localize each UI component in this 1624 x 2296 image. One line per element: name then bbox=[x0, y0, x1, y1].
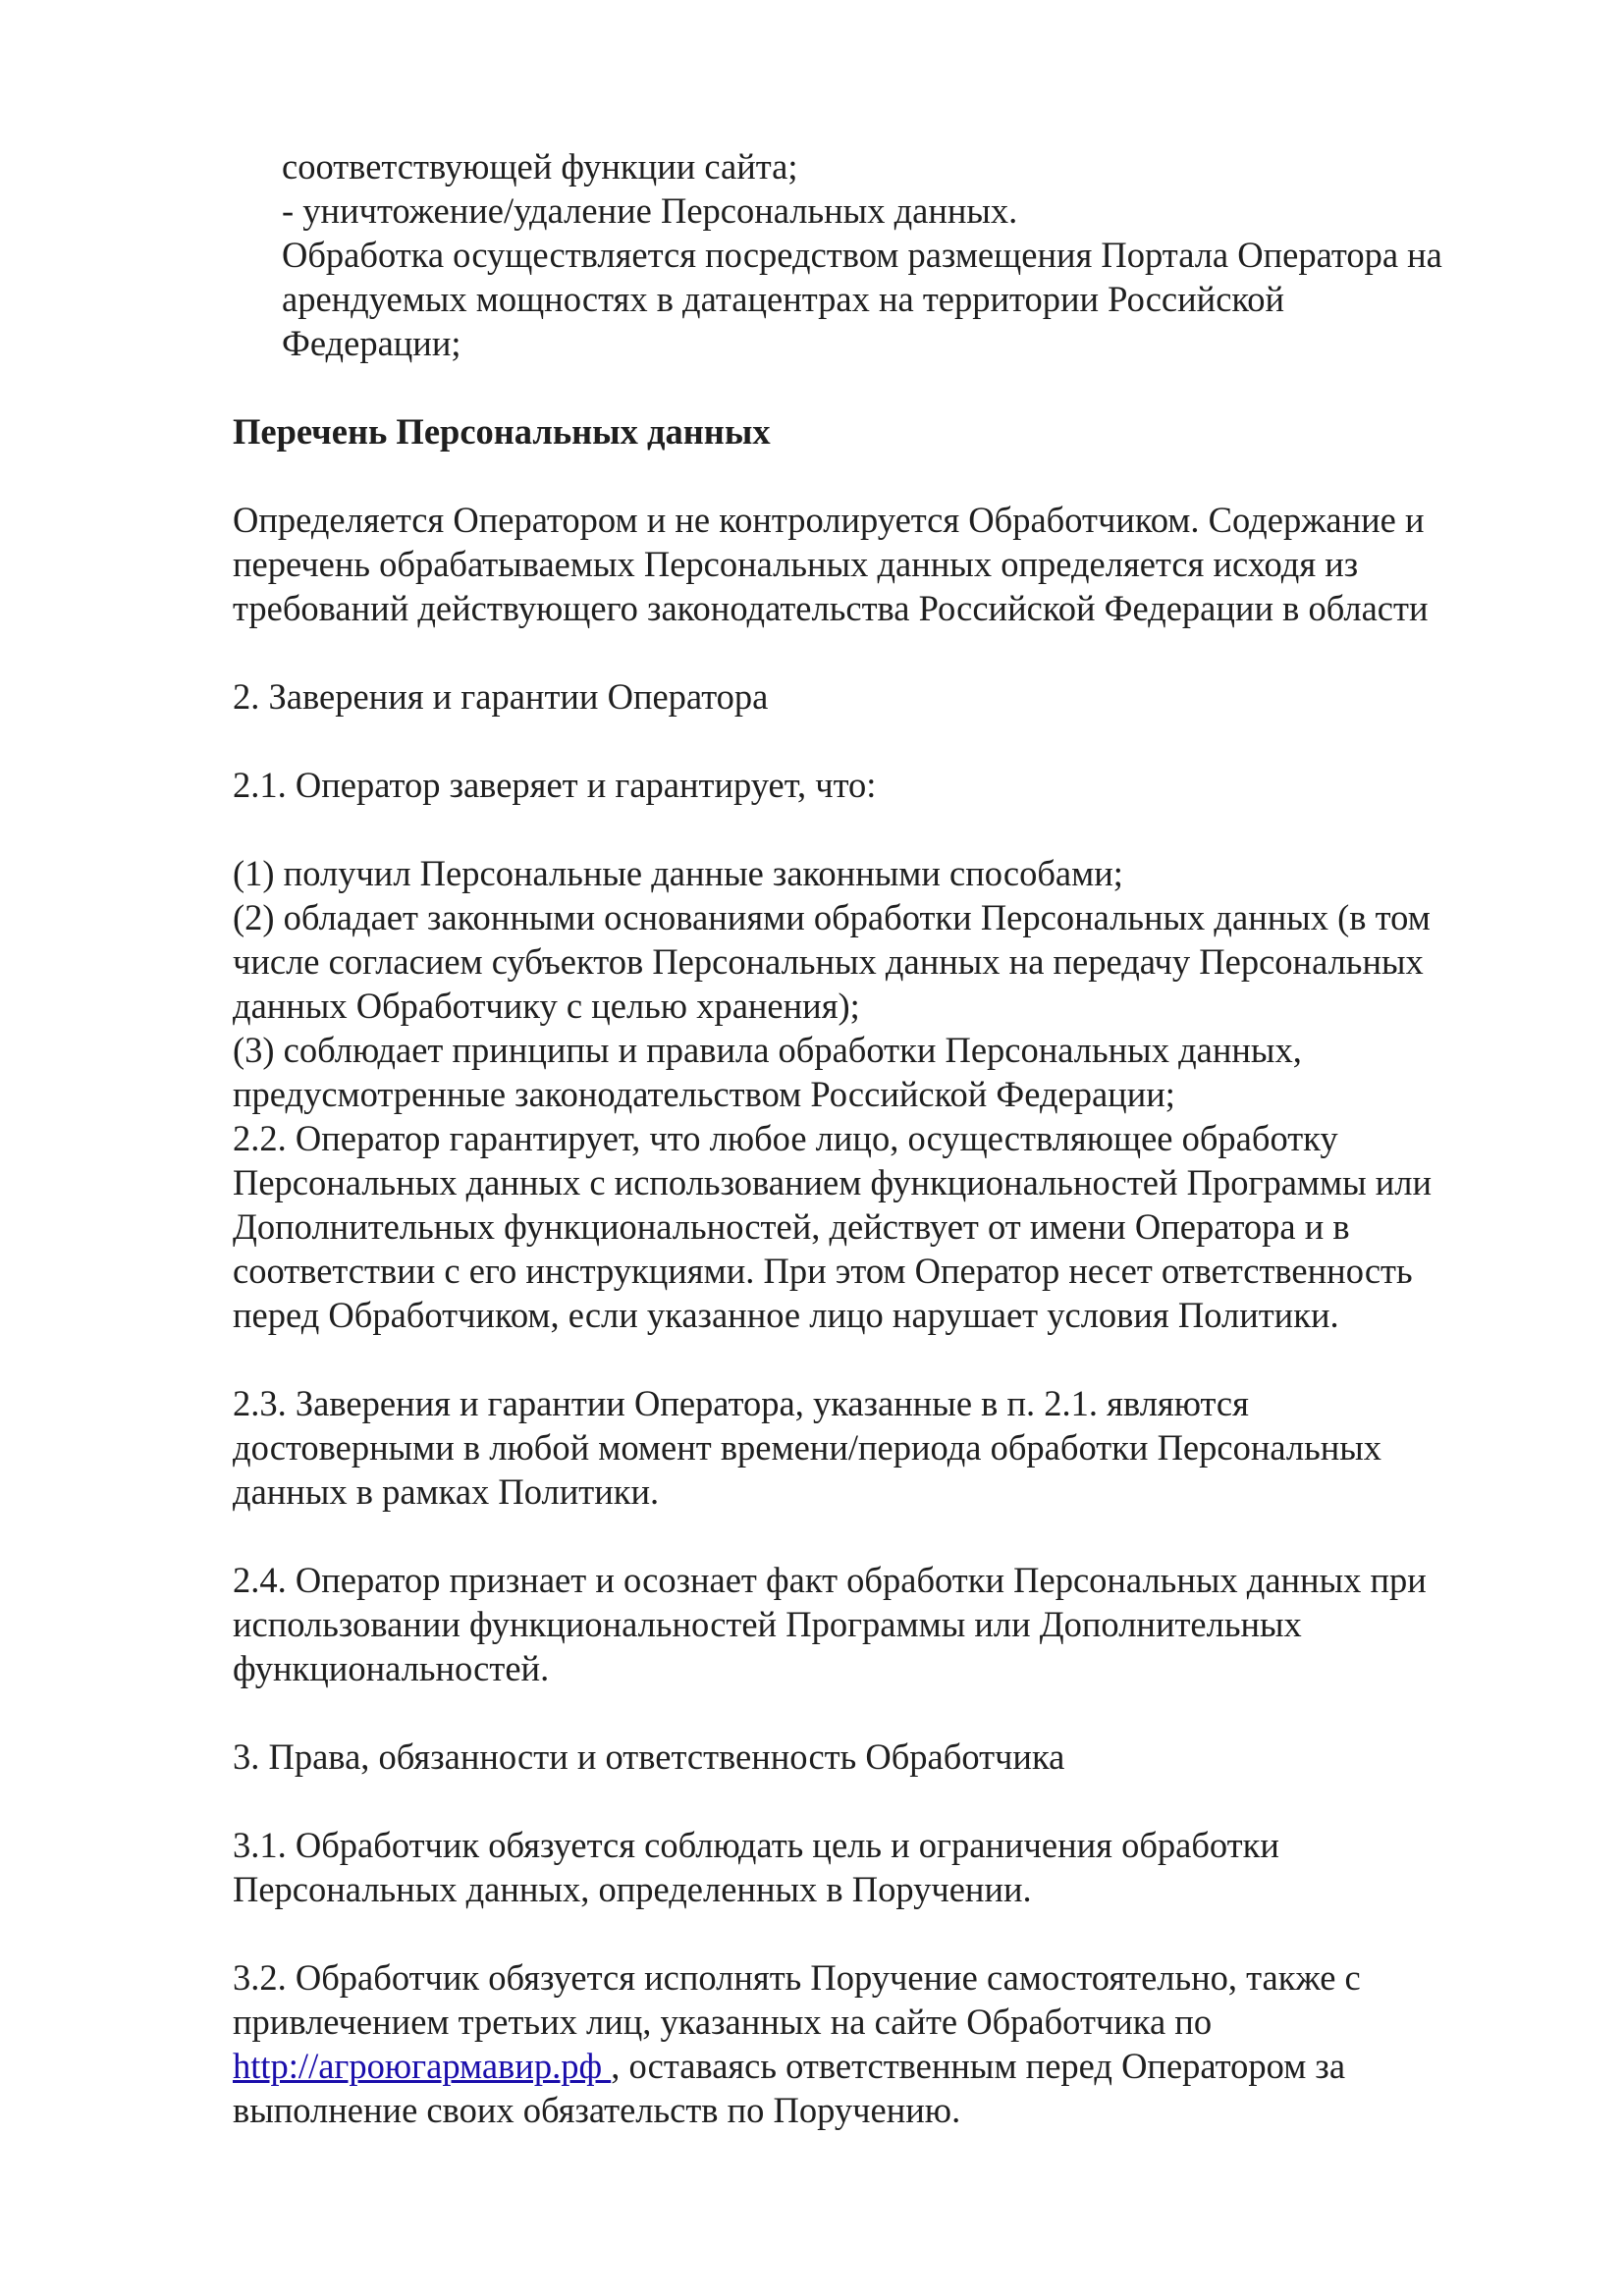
text-line: (1) получил Персональные данные законными способами; bbox=[233, 853, 1123, 893]
text-line: данных в рамках Политики. bbox=[233, 1471, 660, 1512]
link-trailing-text: , оставаясь ответственным перед Оператором за bbox=[611, 2046, 1346, 2086]
text-line: Дополнительных функциональностей, действует от имени Оператора и в bbox=[233, 1206, 1350, 1247]
text-line: 3.1. Обработчик обязуется соблюдать цель и ограничения обработки bbox=[233, 1825, 1279, 1865]
text-line: Федерации; bbox=[282, 323, 461, 363]
text-line: 2.4. Оператор признает и осознает факт обработки Персональных данных при bbox=[233, 1560, 1427, 1600]
clause-2-3 bbox=[233, 1381, 1548, 1514]
text-line: соответствии с его инструкциями. При этом Оператор несет ответственность bbox=[233, 1251, 1413, 1291]
text-line: Обработка осуществляется посредством размещения Портала Оператора на bbox=[282, 235, 1442, 275]
text-line: Персональных данных, определенных в Поручении. bbox=[233, 1869, 1032, 1909]
text-line: (2) обладает законными основаниями обработки Персональных данных (в том bbox=[233, 897, 1431, 937]
text-line: 3.2. Обработчик обязуется исполнять Поручение самостоятельно, также с bbox=[233, 1957, 1361, 1998]
text-line: соответствующей функции сайта; bbox=[282, 146, 798, 187]
section-2-heading: 2. Заверения и гарантии Оператора bbox=[233, 676, 769, 717]
clause-2-4 bbox=[233, 1558, 1548, 1690]
clause-3-1 bbox=[233, 1823, 1548, 1911]
text-line: арендуемых мощностях в датацентрах на территории Российской bbox=[282, 279, 1285, 319]
text-line bbox=[233, 2044, 1548, 2088]
section-heading-personal-data-list: Перечень Персональных данных bbox=[233, 411, 771, 452]
text-line: перед Обработчиком, если указанное лицо нарушает условия Политики. bbox=[233, 1295, 1339, 1335]
personal-data-list-paragraph bbox=[233, 498, 1548, 630]
text-line: использовании функциональностей Программы или Дополнительных bbox=[233, 1604, 1302, 1644]
text-line: предусмотренные законодательством Российской Федерации; bbox=[233, 1074, 1175, 1114]
text-line: выполнение своих обязательств по Поручению. bbox=[233, 2090, 961, 2130]
clause-2-1-items bbox=[233, 851, 1548, 1337]
section-3-heading: 3. Права, обязанности и ответственность Обработчика bbox=[233, 1736, 1065, 1777]
text-line: требований действующего законодательства Российской Федерации в области bbox=[233, 588, 1429, 628]
text-line: (3) соблюдает принципы и правила обработки Персональных данных, bbox=[233, 1030, 1302, 1070]
text-line: Определяется Оператором и не контролируется Обработчиком. Содержание и bbox=[233, 500, 1425, 540]
operator-site-link[interactable]: http://агроюгармавир.рф bbox=[233, 2046, 612, 2086]
text-line: привлечением третьих лиц, указанных на сайте Обработчика по bbox=[233, 2002, 1213, 2042]
text-line: - уничтожение/удаление Персональных данных. bbox=[282, 190, 1018, 231]
clause-3-2 bbox=[233, 1955, 1548, 2132]
text-line: перечень обрабатываемых Персональных данных определяется исходя из bbox=[233, 544, 1359, 584]
text-line: функциональностей. bbox=[233, 1648, 550, 1688]
text-line: числе согласием субъектов Персональных данных на передачу Персональных bbox=[233, 941, 1424, 982]
text-line: 2.3. Заверения и гарантии Оператора, указанные в п. 2.1. являются bbox=[233, 1383, 1249, 1423]
text-line: 2.2. Оператор гарантирует, что любое лицо, осуществляющее обработку bbox=[233, 1118, 1338, 1158]
text-line: Персональных данных с использованием функциональностей Программы или bbox=[233, 1162, 1433, 1202]
clause-2-1-intro: 2.1. Оператор заверяет и гарантирует, что: bbox=[233, 765, 877, 805]
intro-paragraph bbox=[233, 144, 1548, 365]
document-body bbox=[233, 144, 1548, 2132]
text-line: данных Обработчику с целью хранения); bbox=[233, 986, 860, 1026]
text-line: достоверными в любой момент времени/периода обработки Персональных bbox=[233, 1427, 1382, 1468]
